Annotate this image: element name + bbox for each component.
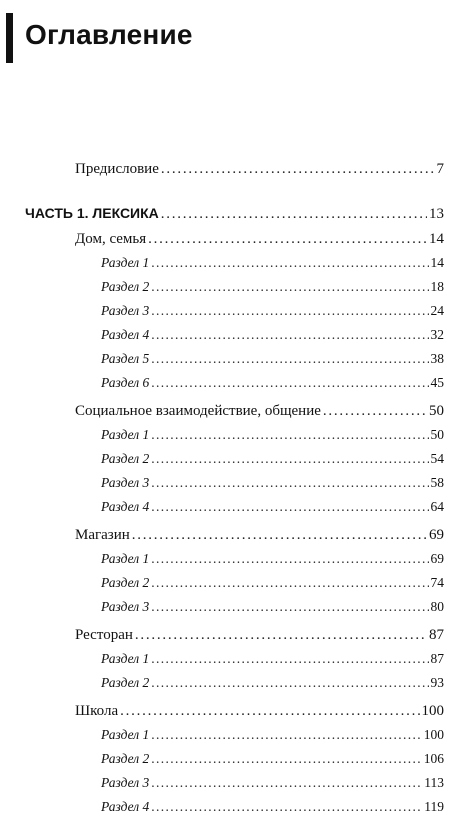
toc-entry-school[interactable] [75,700,444,722]
toc-entry-label: Дом, семья [75,231,147,247]
toc-entry-restaurant[interactable] [75,624,444,646]
toc-page-number: 113 [424,775,444,790]
toc-page-number: 54 [430,451,444,466]
toc-page-number: 14 [430,255,444,270]
toc-subentry[interactable] [101,548,444,570]
toc-page-number: 100 [423,727,444,742]
toc-entry-social[interactable] [75,400,444,422]
dot-leader [151,252,428,274]
toc-entry-shop[interactable] [75,524,444,546]
toc-page-number: 7 [436,161,444,177]
dot-leader [151,672,428,694]
dot-leader [151,424,428,446]
heading-accent-bar [6,13,13,63]
toc-page-number: 80 [430,599,444,614]
toc-subentry[interactable] [101,252,444,274]
toc-page-number: 58 [430,475,444,490]
toc-entry-label: Раздел 6 [101,375,150,390]
dot-leader [151,324,428,346]
toc-entry-part-1[interactable] [25,202,444,224]
toc-page-number: 14 [429,231,444,247]
toc-entry-label: Раздел 3 [101,599,150,614]
dot-leader [135,624,427,646]
dot-leader [151,596,428,618]
toc-page-number: 13 [429,206,444,222]
toc-entry-label: Школа [75,703,119,719]
toc-page-number: 69 [429,527,444,543]
toc-entry-label: Раздел 1 [101,651,150,666]
dot-leader [151,772,422,794]
toc-page-number: 45 [430,375,444,390]
toc-entry-label: Раздел 4 [101,799,150,814]
toc-page-number: 64 [430,499,444,514]
toc-entry-label: Раздел 3 [101,303,150,318]
toc-subentry[interactable] [101,672,444,694]
dot-leader [151,648,428,670]
toc-page-number: 93 [430,675,444,690]
dot-leader [323,400,427,422]
toc-entry-label: ЧАСТЬ 1. ЛЕКСИКА [25,205,159,221]
toc-entry-label: Раздел 3 [101,775,150,790]
toc-entry-label: Раздел 5 [101,351,150,366]
toc-subentry[interactable] [101,796,444,818]
toc-subentry[interactable] [101,348,444,370]
dot-leader [151,796,422,818]
toc-entry-home-family[interactable] [75,228,444,250]
toc-subentry[interactable] [101,324,444,346]
dot-leader [151,448,428,470]
toc-page-number: 24 [430,303,444,318]
toc-entry-preface[interactable] [75,158,444,180]
toc-page-number: 50 [429,403,444,419]
toc-page-number: 32 [430,327,444,342]
toc-subentry[interactable] [101,276,444,298]
dot-leader [151,572,428,594]
dot-leader [148,228,427,250]
toc-entry-label: Раздел 1 [101,727,150,742]
toc-subentry[interactable] [101,472,444,494]
toc-subentry[interactable] [101,424,444,446]
toc-subentry[interactable] [101,300,444,322]
toc-page-number: 100 [421,703,444,719]
dot-leader [151,300,428,322]
toc-page-number: 38 [430,351,444,366]
toc-page-number: 74 [430,575,444,590]
toc-page-number: 87 [430,651,444,666]
dot-leader [151,472,428,494]
toc-entry-label: Раздел 2 [101,279,150,294]
dot-leader [151,372,428,394]
dot-leader [151,496,428,518]
toc-subentry[interactable] [101,748,444,770]
toc-page-number: 87 [429,627,444,643]
toc-subentry[interactable] [101,596,444,618]
toc-subentry[interactable] [101,496,444,518]
toc-entry-label: Раздел 1 [101,427,150,442]
toc-subentry[interactable] [101,772,444,794]
toc-entry-label: Раздел 2 [101,675,150,690]
dot-leader [120,700,419,722]
toc-page-number: 106 [423,751,444,766]
dot-leader [132,524,427,546]
toc-subentry[interactable] [101,448,444,470]
toc-entry-label: Магазин [75,527,130,543]
toc-subentry[interactable] [101,648,444,670]
dot-leader [151,276,428,298]
toc-entry-label: Раздел 3 [101,475,150,490]
toc-entry-label: Раздел 1 [101,551,150,566]
dot-leader [151,348,428,370]
toc-page-number: 50 [430,427,444,442]
dot-leader [151,748,422,770]
toc-entry-label: Раздел 1 [101,255,150,270]
toc-subentry[interactable] [101,572,444,594]
toc-page-number: 18 [430,279,444,294]
toc-entry-label: Предисловие [75,161,159,177]
toc-page-number: 69 [430,551,444,566]
toc-entry-label: Раздел 4 [101,327,150,342]
page-title: Оглавление [25,19,193,50]
dot-leader [151,724,422,746]
toc-entry-label: Раздел 2 [101,451,150,466]
toc-entry-label: Ресторан [75,627,133,643]
dot-leader [161,203,427,225]
dot-leader [161,158,435,180]
toc-page-number: 119 [424,799,444,814]
toc-entry-label: Раздел 2 [101,751,150,766]
dot-leader [151,548,428,570]
toc-entry-label: Раздел 2 [101,575,150,590]
toc-entry-label: Раздел 4 [101,499,150,514]
toc-entry-label: Социальное взаимодействие, общение [75,403,321,419]
toc-subentry[interactable] [101,372,444,394]
toc-subentry[interactable] [101,724,444,746]
